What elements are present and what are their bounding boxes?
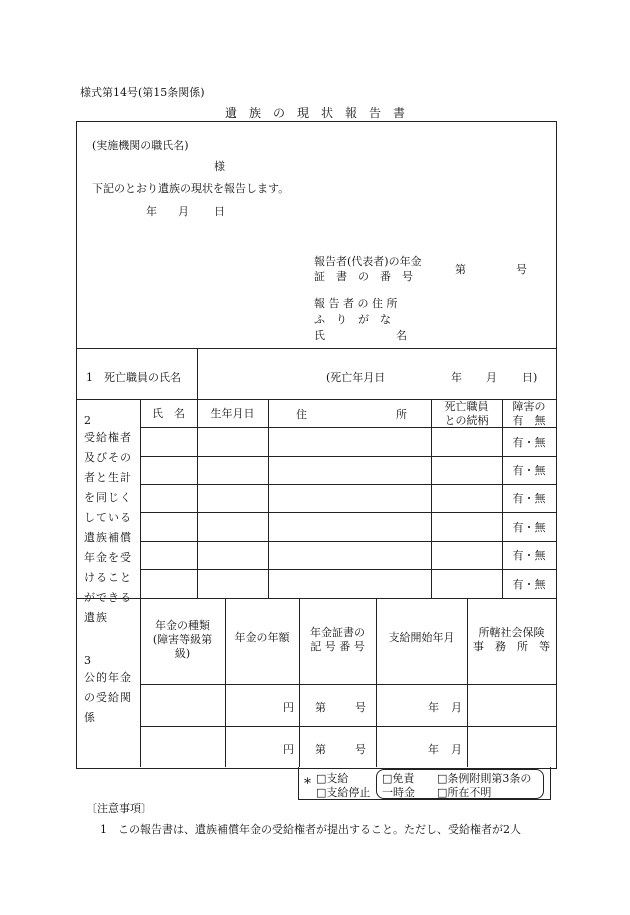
header-name: 氏 名 (152, 407, 185, 420)
section1-label: 1 死亡職員の氏名 (86, 371, 181, 384)
cert-go: 号 (355, 743, 366, 756)
notes-item-1: 1 この報告書は、遺族補償年金の受給権者が提出すること。ただし、受給権者が2人 (100, 823, 521, 836)
start-year: 年 (428, 743, 439, 756)
yen-unit: 円 (283, 743, 294, 756)
header-relation: 死亡職員 との続柄 (444, 400, 489, 427)
death-date-day: 日) (522, 371, 538, 384)
divider (140, 684, 556, 685)
divider (299, 598, 300, 767)
lump-sum-label: 一時金 (382, 786, 415, 799)
yen-unit: 円 (283, 701, 294, 714)
cert-dai: 第 (315, 701, 326, 714)
divider (140, 512, 556, 513)
header-address-left: 住 (296, 408, 307, 421)
disability-choice: 有・無 (512, 435, 546, 449)
cert-go: 号 (516, 263, 527, 276)
report-date-day: 日 (214, 205, 225, 218)
disability-choice: 有・無 (512, 464, 546, 477)
start-month: 月 (451, 743, 462, 756)
start-year: 年 (428, 701, 439, 714)
divider (76, 348, 557, 349)
header-disability: 障害の 有 無 (512, 400, 546, 427)
checkbox-pay-stop: □支給停止 (316, 786, 371, 799)
divider (140, 569, 556, 570)
section2-label: 受給権者 及びその 者と生計 を同じく している 遺族補償 年金を受 けること ができる 遺族 (84, 431, 132, 624)
cert-dai: 第 (315, 743, 326, 756)
header-pension-type: 年金の種類 (障害等級第 級) (152, 619, 213, 660)
section3-label: 公的年金 の受給関 係 (84, 671, 132, 724)
notes-heading: 〔注意事項〕 (86, 802, 152, 815)
death-date-year: 年 (451, 371, 462, 384)
checkbox-supplementary-article: □条例附則第3条の (437, 772, 532, 785)
checkbox-pay: □支給 (316, 772, 349, 785)
report-date-month: 月 (178, 205, 189, 218)
death-date-label: (死亡年月日 (326, 371, 386, 384)
header-annual-amount: 年金の年額 (234, 631, 290, 644)
divider (197, 348, 198, 399)
form-number: 様式第14号(第15条関係) (80, 86, 205, 99)
divider (140, 726, 556, 727)
honorific: 様 (214, 160, 225, 173)
checkbox-whereabouts-unknown: □所在不明 (437, 786, 492, 799)
document-title: 遺 族 の 現 状 報 告 書 (224, 106, 405, 120)
disability-choice: 有・無 (512, 549, 546, 562)
header-birthdate: 生年月日 (210, 407, 255, 420)
disability-choice: 有・無 (512, 577, 546, 591)
checkbox-exempt: □免責 (382, 772, 415, 785)
start-month: 月 (451, 701, 462, 714)
reporter-address-label: 報 告 者 の 住 所 (314, 297, 398, 310)
reporter-name-label-shi: 氏 (314, 329, 325, 342)
asterisk-mark: * (304, 776, 311, 792)
header-cert-number: 年金証書の 記 号 番 号 (310, 626, 365, 653)
section2-number: 2 (84, 414, 91, 427)
divider (76, 598, 557, 599)
header-start-month: 支給開始年月 (388, 631, 455, 644)
divider (140, 456, 556, 457)
disability-choice: 有・無 (512, 492, 546, 505)
statement: 下記のとおり遺族の現状を報告します。 (92, 182, 290, 195)
death-date-month: 月 (486, 371, 497, 384)
cert-go: 号 (355, 701, 366, 714)
section3-number: 3 (84, 654, 91, 667)
reporter-furigana-label: ふ り が な (314, 313, 391, 326)
divider (467, 598, 468, 767)
divider (140, 541, 556, 542)
pension-cert-label-line1: 報告者(代表者)の年金 (314, 255, 422, 268)
divider (140, 484, 556, 485)
header-social-insurance-office: 所轄社会保険 事 務 所 等 (473, 626, 550, 653)
agency-name-label: (実施機関の職氏名) (92, 139, 189, 152)
cert-dai: 第 (455, 263, 466, 276)
disability-choice: 有・無 (512, 520, 546, 534)
pension-cert-label-line2: 証 書 の 番 号 (314, 270, 413, 283)
header-address-right: 所 (396, 408, 407, 421)
report-date-year: 年 (146, 205, 157, 218)
reporter-name-label-mei: 名 (396, 329, 407, 342)
